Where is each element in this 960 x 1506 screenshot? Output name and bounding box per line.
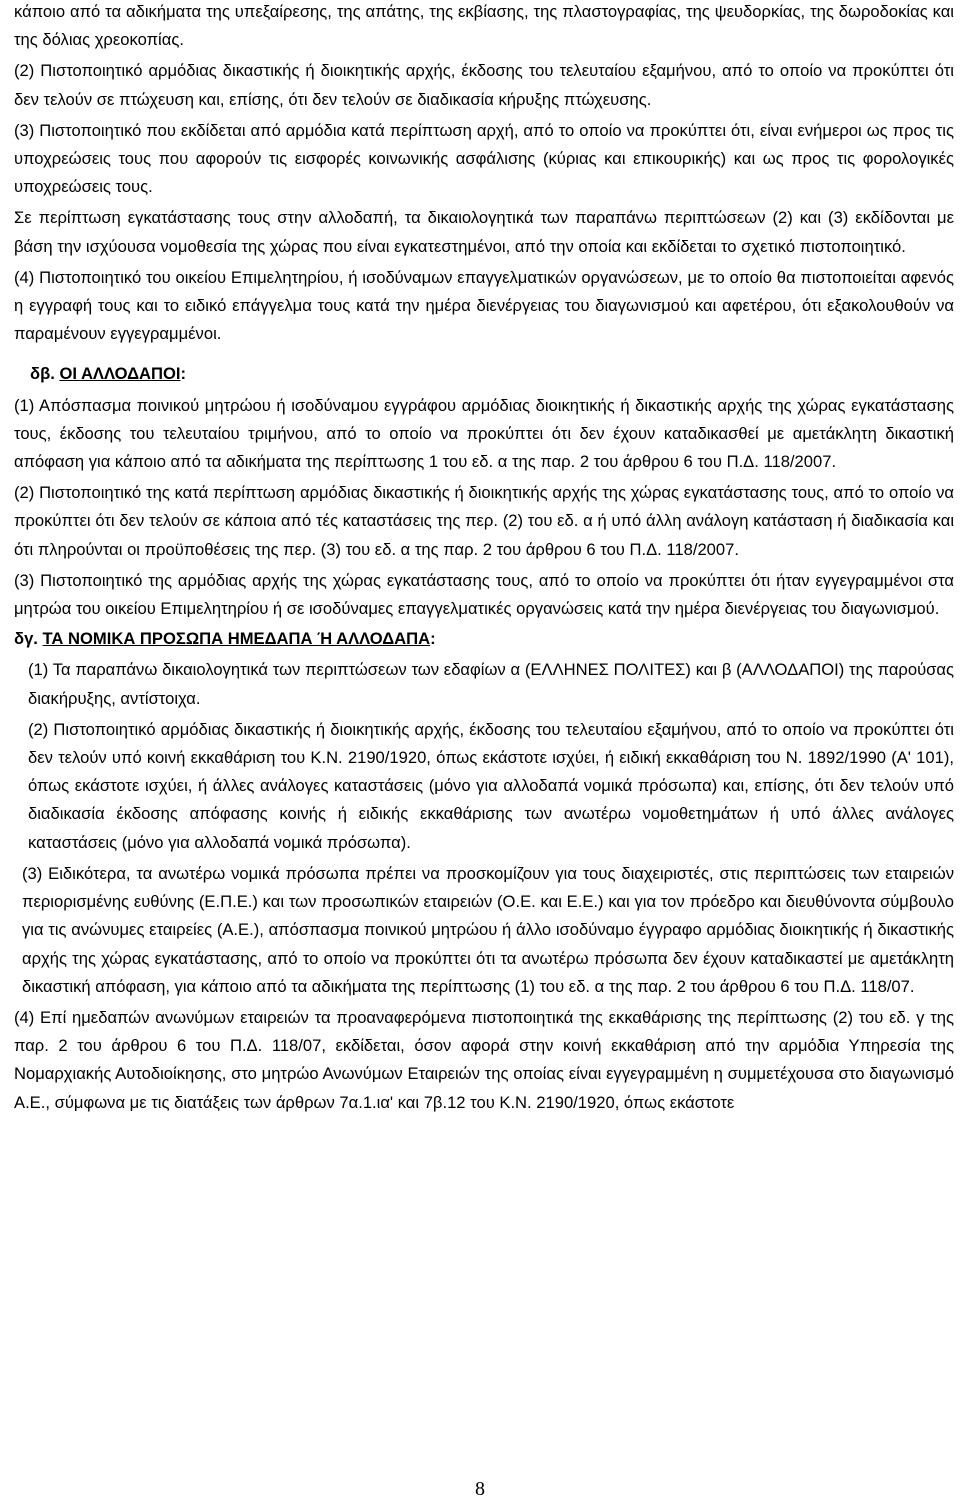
legal-item-1: (1) Τα παραπάνω δικαιολογητικά των περιπτώσεων των εδαφίων α (ΕΛΛΗΝΕΣ ΠΟΛΙΤΕΣ) και β (ΑΛΛΟΔΑΠΟΙ) της παρούσας διακήρυξης, αντίστοιχα. [28, 660, 954, 708]
section-heading-dg [14, 625, 954, 653]
page-number: 8 [475, 1478, 485, 1500]
body-text [14, 0, 954, 1117]
paragraph-item-4: (4) Πιστοποιητικό του οικείου Επιμελητηρίου, ή ισοδύναμων επαγγελματικών οργανώσεων, με το οποίο θα πιστοποιείται αφενός η εγγραφή τους και το ειδικό επάγγελμα τους κατά την ημέρα διενέργειας του διαγωνισμού και αφετέρου, ότι εξακολουθούν να παραμένουν εγγεγραμμένοι. [14, 267, 954, 344]
legal-item-2: (2) Πιστοποιητικό αρμόδιας δικαστικής ή διοικητικής αρχής, έκδοσης του τελευταίου εξαμήνου, από το οποίο να προκύπτει ότι δεν τελούν υπό κοινή εκκαθάριση του Κ.Ν. 2190/1920, όπως εκάστοτε ισχύει, ή ειδική εκκαθάριση του Ν. 1892/1990 (Α' 101), όπως εκάστοτε ισχύει, ή άλλες ανάλογες καταστάσεις (μόνο για αλλοδαπά νομικά πρόσωπα) και, επίσης, ότι δεν τελούν υπό διαδικασία έκδοσης απόφασης κοινής ή ειδικής εκκαθάρισης των ανωτέρω νομοθετημάτων ή υπό άλλες ανάλογες καταστάσεις (μόνο για αλλοδαπά νομικά πρόσωπα). [28, 719, 954, 852]
section-title: ΤΑ ΝΟΜΙΚΑ ΠΡΟΣΩΠΑ ΗΜΕΔΑΠΑ Ή ΑΛΛΟΔΑΠΑ [42, 629, 431, 649]
section-colon: : [430, 629, 436, 649]
foreign-item-1: (1) Απόσπασμα ποινικού μητρώου ή ισοδύναμου εγγράφου αρμόδιας διοικητικής ή δικαστικής αρχής της χώρας εγκατάστασης τους, έκδοσης του τελευταίου τριμήνου, από το οποίο να προκύπτει ότι δεν έχουν καταδικασθεί με αμετάκλητη δικαστική απόφαση για κάποιο από τα αδικήματα της περίπτωσης 1 του εδ. α της παρ. 2 του άρθρου 6 του Π.Δ. 118/2007. [14, 395, 954, 472]
section-title: ΟΙ ΑΛΛΟΔΑΠΟΙ [59, 364, 181, 384]
paragraph-item-2: (2) Πιστοποιητικό αρμόδιας δικαστικής ή διοικητικής αρχής, έκδοσης του τελευταίου εξαμήνου, από το οποίο να προκύπτει ότι δεν τελούν σε πτώχευση και, επίσης, ότι δεν τελούν σε διαδικασία κήρυξης πτώχευσης. [14, 61, 954, 109]
foreign-item-3: (3) Πιστοποιητικό της αρμόδιας αρχής της χώρας εγκατάστασης τους, από το οποίο να προκύπτει ότι ήταν εγγεγραμμένοι στα μητρώα του οικείου Επιμελητηρίου ή σε ισοδύναμες επαγγελματικές οργανώσεις κατά την ημέρα διενέργειας του διαγωνισμού. [14, 570, 954, 619]
legal-item-3: (3) Ειδικότερα, τα ανωτέρω νομικά πρόσωπα πρέπει να προσκομίζουν για τους διαχειριστές, στις περιπτώσεις των εταιρειών περιορισμένης ευθύνης (Ε.Π.Ε.) και των προσωπικών εταιρειών (Ο.Ε. και Ε.Ε.) και για τον πρόεδρο και διευθύνοντα σύμβουλο για τις ανώνυμες εταιρείες (Α.Ε.), απόσπασμα ποινικού μητρώου ή άλλο ισοδύναμο έγγραφο αρμόδιας διοικητικής ή δικαστικής αρχής της χώρας εγκατάστασης, από το οποίο να προκύπτει ότι τα ανωτέρω πρόσωπα δεν έχουν καταδικαστεί με αμετάκλητη δικαστική απόφαση, για κάποιο από τα αδικήματα της περίπτωσης (1) του εδ. α της παρ. 2 του άρθρου 6 του Π.Δ. 118/07. [22, 863, 954, 996]
paragraph-foreign-establishment: Σε περίπτωση εγκατάστασης τους στην αλλοδαπή, τα δικαιολογητικά των παραπάνω περιπτώσεων (2) και (3) εκδίδονται με βάση την ισχύουσα νομοθεσία της χώρας που είναι εγκατεστημένοι, από την οποία και εκδίδεται το σχετικό πιστοποιητικό. [14, 208, 954, 256]
paragraph-item-3: (3) Πιστοποιητικό που εκδίδεται από αρμόδια κατά περίπτωση αρχή, από το οποίο να προκύπτει ότι, είναι ενήμεροι ως προς τις υποχρεώσεις τους που αφορούν τις εισφορές κοινωνικής ασφάλισης (κύριας και επικουρικής) και ως προς τις φορολογικές υποχρεώσεις τους. [14, 120, 954, 197]
section-colon: : [180, 364, 187, 384]
section-number: δγ. [14, 629, 38, 649]
section-number: δβ. [30, 364, 55, 384]
section-heading-db [14, 360, 954, 388]
foreign-item-2: (2) Πιστοποιητικό της κατά περίπτωση αρμόδιας δικαστικής ή διοικητικής αρχής της χώρας εγκατάστασης τους, από το οποίο να προκύπτει ότι δεν τελούν σε κάποια από τές καταστάσεις της περ. (2) του εδ. α ή υπό άλλη ανάλογη κατάσταση ή διαδικασία και ότι πληρούνται οι προϋποθέσεις της περ. (3) του εδ. α της παρ. 2 του άρθρου 6 του Π.Δ. 118/2007. [14, 483, 954, 559]
legal-item-4: (4) Επί ημεδαπών ανωνύμων εταιρειών τα προαναφερόμενα πιστοποιητικά της εκκαθάρισης της περίπτωσης (2) του εδ. γ της παρ. 2 του άρθρου 6 του Π.Δ. 118/07, εκδίδεται, όσον αφορά στην κοινή εκκαθάριση από την αρμόδια Υπηρεσία της Νομαρχιακής Αυτοδιοίκησης, στο μητρώο Ανωνύμων Εταιρειών της οποίας είναι εγγεγραμμένη η συμμετέχουσα στο διαγωνισμό Α.Ε., σύμφωνα με τις διατάξεις των άρθρων 7α.1.ια' και 7β.12 του Κ.Ν. 2190/1920, όπως εκάστοτε [14, 1007, 954, 1112]
paragraph-continuation: κάποιο από τα αδικήματα της υπεξαίρεσης, της απάτης, της εκβίασης, της πλαστογραφίας, της ψευδορκίας, της δωροδοκίας και της δόλιας χρεοκοπίας. [14, 2, 954, 50]
